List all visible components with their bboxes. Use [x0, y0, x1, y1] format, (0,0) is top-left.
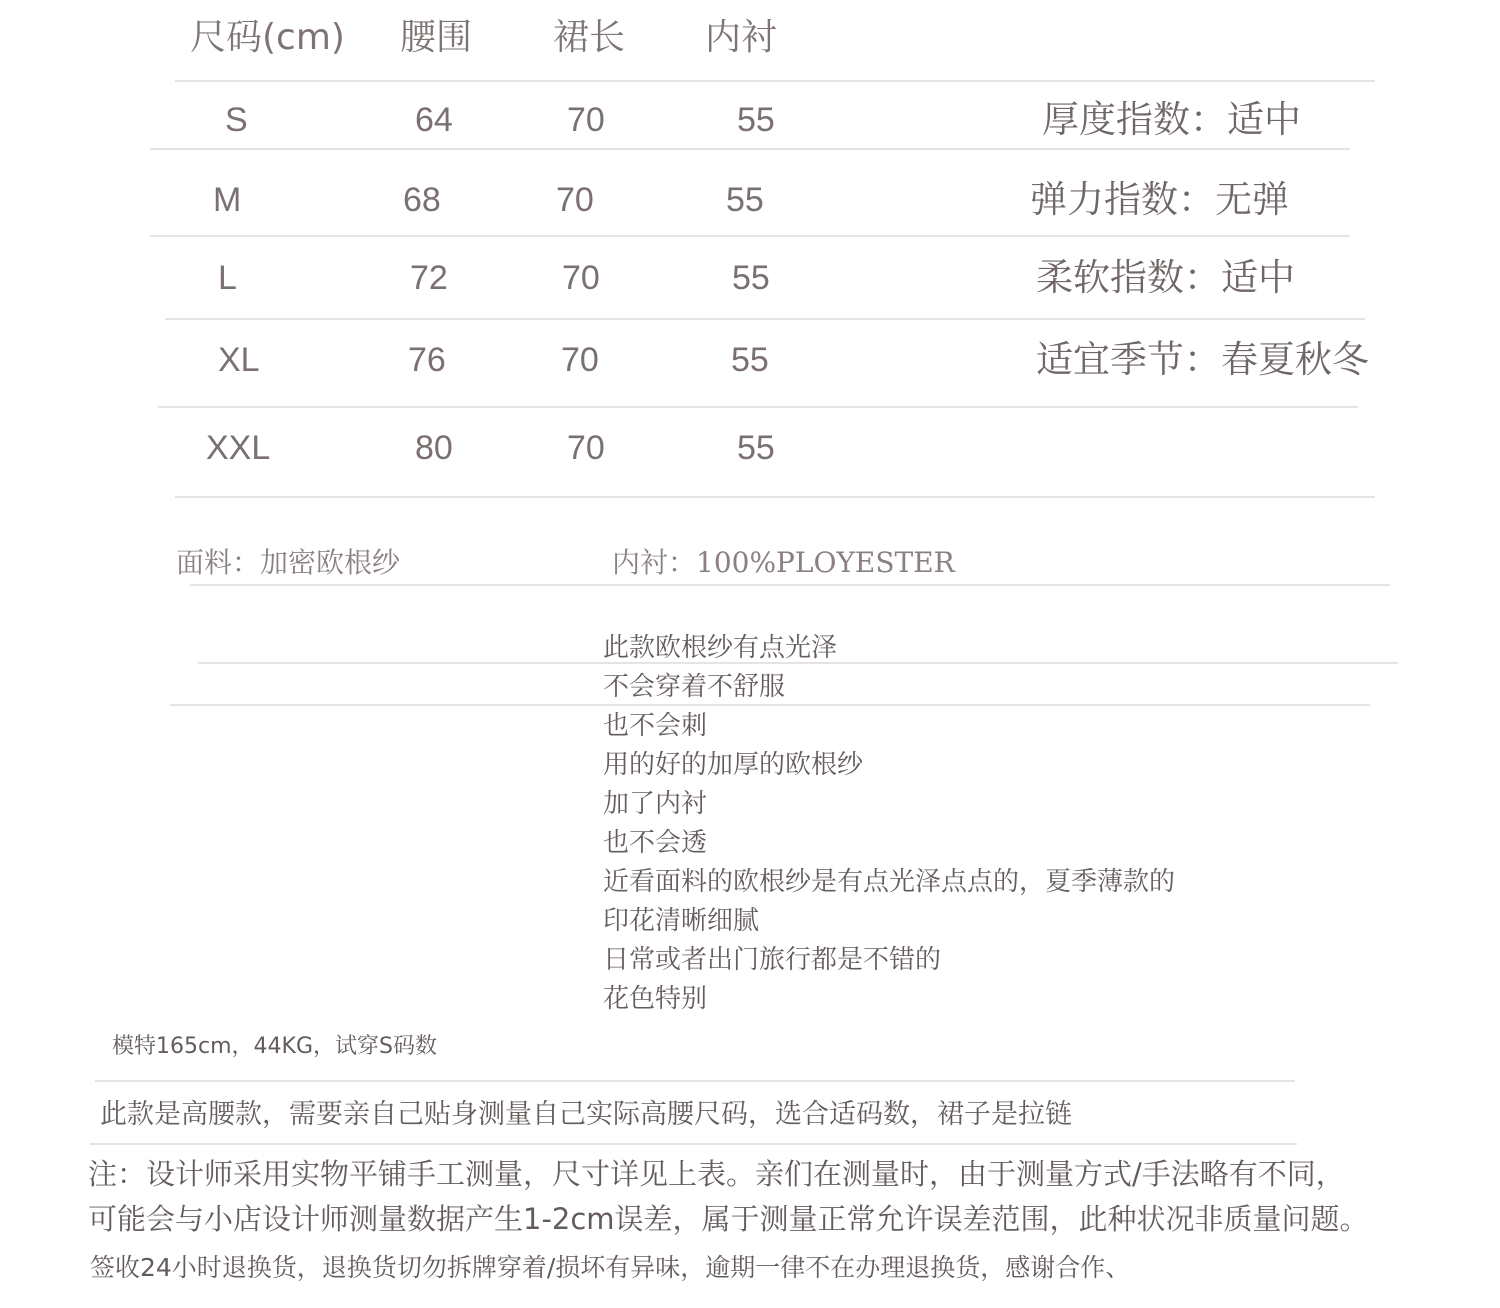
section-rule: [95, 1080, 1295, 1082]
attribute-season: 适宜季节：春夏秋冬: [1036, 338, 1369, 381]
size-cell: XL: [218, 341, 260, 379]
length-cell: 70: [561, 341, 599, 379]
table-rule: [165, 318, 1365, 320]
lining-cell: 55: [732, 259, 770, 297]
lining-cell: 55: [737, 429, 775, 467]
lining-info: 内衬：100%PLOYESTER: [612, 546, 955, 579]
attribute-elasticity: 弹力指数：无弹: [1030, 178, 1289, 221]
header-lining: 内衬: [705, 17, 778, 58]
description-line: 印花清晰细腻: [603, 906, 760, 936]
table-rule: [150, 148, 1350, 150]
table-rule: [175, 80, 1375, 82]
description-line: 加了内衬: [603, 789, 708, 819]
description-line: 近看面料的欧根纱是有点光泽点点的，夏季薄款的: [603, 867, 1176, 897]
waist-cell: 64: [415, 101, 453, 139]
waist-cell: 76: [408, 341, 446, 379]
waist-cell: 72: [410, 259, 448, 297]
section-rule: [190, 584, 1390, 586]
lining-cell: 55: [731, 341, 769, 379]
header-waist: 腰围: [400, 17, 473, 58]
size-cell: S: [225, 101, 248, 139]
length-cell: 70: [567, 101, 605, 139]
length-cell: 70: [556, 181, 594, 219]
size-cell: XXL: [206, 429, 271, 467]
header-length: 裙长: [553, 17, 626, 58]
size-row-xl: [0, 338, 1500, 383]
description-line: 不会穿着不舒服: [603, 672, 786, 702]
measurement-note: 注：设计师采用实物平铺手工测量，尺寸详见上表。亲们在测量时，由于测量方式/手法略有不同，: [88, 1157, 1345, 1191]
length-cell: 70: [567, 429, 605, 467]
fit-note: 此款是高腰款，需要亲自己贴身测量自己实际高腰尺码，选合适码数，裙子是拉链: [100, 1099, 1072, 1130]
section-rule: [90, 1143, 1297, 1145]
size-row-l: [0, 256, 1500, 301]
table-rule: [175, 496, 1375, 498]
waist-cell: 80: [415, 429, 453, 467]
description-line: 也不会刺: [603, 711, 708, 741]
description-line: 日常或者出门旅行都是不错的: [603, 945, 942, 975]
table-rule: [150, 235, 1350, 237]
waist-cell: 68: [403, 181, 441, 219]
table-rule: [158, 406, 1358, 408]
return-policy-note: 签收24小时退换货，退换货切勿拆牌穿着/损坏有异味，逾期一律不在办理退换货，感谢合作、: [90, 1253, 1131, 1282]
size-row-xxl: [0, 431, 1500, 471]
fabric-info: 面料：加密欧根纱: [176, 546, 401, 579]
size-row-m: [0, 178, 1500, 223]
lining-cell: 55: [737, 101, 775, 139]
measurement-note: 可能会与小店设计师测量数据产生1-2cm误差，属于测量正常允许误差范围，此种状况非质量问题。: [88, 1202, 1369, 1236]
lining-cell: 55: [726, 181, 764, 219]
length-cell: 70: [562, 259, 600, 297]
size-cell: L: [218, 259, 237, 297]
product-description: [603, 629, 1175, 1019]
header-size: 尺码(cm): [190, 17, 345, 58]
description-line: 此款欧根纱有点光泽: [603, 633, 838, 663]
attribute-softness: 柔软指数：适中: [1036, 256, 1295, 299]
description-line: 也不会透: [603, 828, 708, 858]
model-info: 模特165cm，44KG，试穿S码数: [112, 1034, 437, 1059]
description-line: 用的好的加厚的欧根纱: [603, 750, 864, 780]
size-cell: M: [213, 181, 242, 219]
attribute-thickness: 厚度指数：适中: [1042, 98, 1301, 141]
description-line: 花色特别: [603, 984, 708, 1014]
size-row-s: [0, 98, 1500, 143]
